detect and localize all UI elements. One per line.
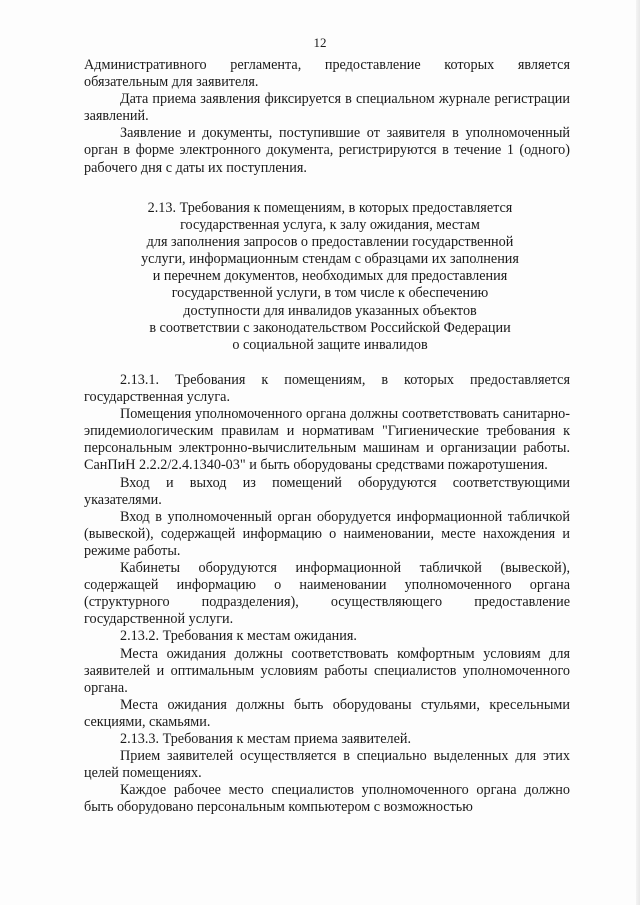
section-heading-line: в соответствии с законодательством Российской Федерации bbox=[149, 319, 511, 336]
section-heading bbox=[120, 200, 540, 354]
section-heading-line: 2.13. Требования к помещениям, в которых предоставляется bbox=[147, 200, 513, 216]
section-heading-line: для заполнения запросов о предоставлении государственной bbox=[146, 234, 514, 251]
body-block bbox=[84, 372, 570, 816]
section-heading-line: государственная услуга, к залу ожидания, местам bbox=[180, 217, 480, 234]
section-heading-line: о социальной защите инвалидов bbox=[232, 336, 428, 353]
body-paragraph-8: Места ожидания должны быть оборудованы стульями, кресельными секциями, скамьями. bbox=[84, 696, 570, 730]
body-paragraph-9: 2.13.3. Требования к местам приема заявителей. bbox=[120, 730, 412, 747]
intro-paragraph-1: Административного регламента, предоставление которых является обязательным для заявителя. bbox=[84, 57, 570, 91]
body-paragraph-1: 2.13.1. Требования к помещениям, в которых предоставляется государственная услуга. bbox=[84, 372, 570, 406]
body-paragraph-5: Кабинеты оборудуются информационной табличкой (вывеской), содержащей информацию о наименовании уполномоченного органа (структурного подразделения), осуществляющего предоставление государственной услуги. bbox=[84, 560, 570, 628]
body-paragraph-4: Вход в уполномоченный орган оборудуется информационной табличкой (вывеской), содержащей информацию о наименовании, месте нахождения и режиме работы. bbox=[84, 508, 570, 559]
intro-paragraph-3: Заявление и документы, поступившие от заявителя в уполномоченный орган в форме электронного документа, регистрируются в течение 1 (одного) рабочего дня с даты их поступления. bbox=[84, 125, 570, 176]
body-paragraph-2: Помещения уполномоченного органа должны соответствовать санитарно-эпидемиологическим правилам и нормативам "Гигиенические требования к персональным электронно-вычислительным машинам и организации работы. СанПиН 2.2.2/2.4.1340-03" и быть оборудованы средствами пожаротушения. bbox=[84, 406, 570, 474]
body-paragraph-10: Прием заявителей осуществляется в специально выделенных для этих целей помещениях. bbox=[84, 748, 570, 782]
section-heading-line: и перечнем документов, необходимых для предоставления bbox=[152, 268, 508, 285]
intro-paragraph-2: Дата приема заявления фиксируется в специальном журнале регистрации заявлений. bbox=[84, 91, 570, 125]
body-paragraph-3: Вход и выход из помещений оборудуются соответствующими указателями. bbox=[84, 474, 570, 508]
body-paragraph-7: Места ожидания должны соответствовать комфортным условиям для заявителей и оптимальным условиям работы специалистов уполномоченного органа. bbox=[84, 645, 570, 696]
section-heading-line: государственной услуги, в том числе к обеспечению bbox=[171, 285, 489, 302]
body-paragraph-11: Каждое рабочее место специалистов уполномоченного органа должно быть оборудовано персональным компьютером с возможностью bbox=[84, 782, 570, 816]
section-heading-line: доступности для инвалидов указанных объектов bbox=[183, 302, 477, 319]
intro-block bbox=[84, 57, 570, 177]
body-paragraph-6: 2.13.2. Требования к местам ожидания. bbox=[120, 628, 357, 645]
page-number: 12 bbox=[313, 35, 327, 50]
section-heading-line: услуги, информационным стендам с образцами их заполнения bbox=[141, 251, 519, 268]
scan-edge-shadow bbox=[636, 0, 640, 905]
